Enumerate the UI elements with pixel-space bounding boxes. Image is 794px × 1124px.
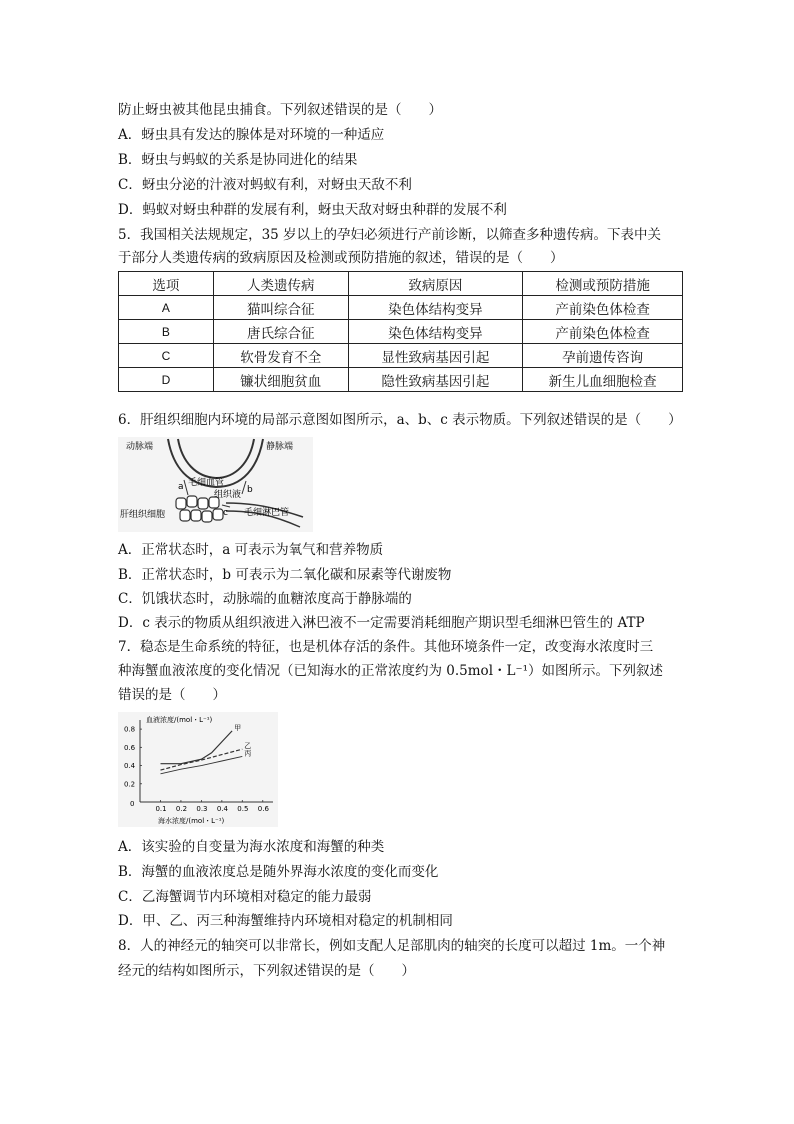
table-header-cell: 选项 bbox=[119, 272, 214, 296]
q7-option-b: B．海蟹的血液浓度总是随外界海水浓度的变化而变化 bbox=[118, 864, 439, 880]
table-row bbox=[119, 344, 683, 368]
q4-option-b: B．蚜虫与蚂蚁的关系是协同进化的结果 bbox=[118, 152, 358, 168]
q4-option-d: D．蚂蚁对蚜虫种群的发展有利，蚜虫天敌对蚜虫种群的发展不利 bbox=[118, 202, 507, 218]
label-vein: 静脉端 bbox=[266, 442, 294, 452]
table-row bbox=[119, 368, 683, 392]
table-cell: 新生儿血细胞检查 bbox=[523, 368, 683, 392]
table-cell: 产前染色体检查 bbox=[523, 320, 683, 344]
series-label: 甲 bbox=[234, 723, 242, 732]
table-cell: 染色体结构变异 bbox=[348, 296, 523, 320]
label-tissue-fluid: 组织液 bbox=[214, 490, 242, 500]
table-header-cell: 人类遗传病 bbox=[213, 272, 348, 296]
table-row bbox=[119, 320, 683, 344]
q8-stem-line1: 8．人的神经元的轴突可以非常长，例如支配人足部肌肉的轴突的长度可以超过 1m。一个神 bbox=[118, 938, 666, 954]
table-cell: 隐性致病基因引起 bbox=[348, 368, 523, 392]
table-cell: 显性致病基因引起 bbox=[348, 344, 523, 368]
q5-stem-line2: 于部分人类遗传病的致病原因及检测或预防措施的叙述，错误的是（ ） bbox=[118, 250, 564, 266]
table-cell: 软骨发育不全 bbox=[213, 344, 348, 368]
q7-stem-line3: 错误的是（ ） bbox=[118, 687, 226, 703]
table-cell: 产前染色体检查 bbox=[523, 296, 683, 320]
table-cell: 猫叫综合征 bbox=[213, 296, 348, 320]
genetic-disease-table bbox=[118, 271, 683, 392]
table-cell: C bbox=[119, 344, 214, 368]
x-tick-label: 0.4 bbox=[216, 805, 228, 813]
table-cell: B bbox=[119, 320, 214, 344]
q5-stem-line1: 5．我国相关法规规定，35 岁以上的孕妇必须进行产前诊断，以筛查多种遗传病。下表中关 bbox=[118, 227, 662, 243]
q7-option-c: C．乙海蟹调节内环境相对稳定的能力最弱 bbox=[118, 889, 372, 905]
label-a: a bbox=[178, 482, 184, 492]
label-c: c bbox=[223, 508, 228, 518]
q7-stem-line2: 种海蟹血液浓度的变化情况（已知海水的正常浓度约为 0.5mol・L⁻¹）如图所示。下列叙述 bbox=[118, 663, 664, 679]
label-artery: 动脉端 bbox=[126, 442, 154, 452]
x-tick-label: 0.2 bbox=[175, 805, 188, 813]
table-cell: D bbox=[119, 368, 214, 392]
label-b: b bbox=[247, 485, 253, 495]
table-header-row bbox=[119, 272, 683, 296]
y-tick-label: 0.8 bbox=[124, 725, 136, 734]
table-row bbox=[119, 296, 683, 320]
q4-option-a: A．蚜虫具有发达的腺体是对环境的一种适应 bbox=[118, 127, 385, 143]
q7-option-a: A．该实验的自变量为海水浓度和海蟹的种类 bbox=[118, 839, 385, 855]
q4-option-c: C．蚜虫分泌的汁液对蚂蚁有利，对蚜虫天敌不利 bbox=[118, 177, 412, 193]
y-axis-label: 血液浓度/(mol・L⁻¹) bbox=[146, 716, 213, 724]
q6-option-b: B．正常状态时，b 可表示为二氧化碳和尿素等代谢废物 bbox=[118, 567, 452, 583]
table-cell: 唐氏综合征 bbox=[213, 320, 348, 344]
table-cell: 孕前遗传咨询 bbox=[523, 344, 683, 368]
y-tick-label: 0.2 bbox=[124, 780, 136, 789]
q7-option-d: D．甲、乙、丙三种海蟹维持内环境相对稳定的机制相同 bbox=[118, 913, 453, 929]
label-liver-cells: 肝组织细胞 bbox=[120, 510, 166, 520]
table-cell: 染色体结构变异 bbox=[348, 320, 523, 344]
x-tick-label: 0.1 bbox=[155, 805, 167, 813]
label-lymph: 毛细淋巴管 bbox=[244, 508, 290, 518]
series-label: 丙 bbox=[244, 749, 252, 758]
x-axis-label: 海水浓度/(mol・L⁻¹) bbox=[158, 817, 225, 825]
table-cell: A bbox=[119, 296, 214, 320]
label-capillary: 毛细血管 bbox=[188, 478, 225, 488]
q7-stem-line1: 7．稳态是生命系统的特征，也是机体存活的条件。其他环境条件一定，改变海水浓度时三 bbox=[118, 639, 654, 655]
y-tick-label: 0.4 bbox=[124, 762, 136, 771]
q6-option-c: C．饥饿状态时，动脉端的血糖浓度高于静脉端的 bbox=[118, 591, 412, 607]
crab-blood-concentration-chart bbox=[118, 712, 278, 827]
table-cell: 镰状细胞贫血 bbox=[213, 368, 348, 392]
q4-stem-end: 防止蚜虫被其他昆虫捕食。下列叙述错误的是（ ） bbox=[118, 102, 442, 118]
table-header-cell: 致病原因 bbox=[348, 272, 523, 296]
x-tick-label: 0.3 bbox=[196, 805, 208, 813]
series-label: 乙 bbox=[244, 742, 252, 751]
q6-stem: 6．肝组织细胞内环境的局部示意图如图所示，a、b、c 表示物质。下列叙述错误的是（ ） bbox=[118, 412, 682, 428]
x-tick-label: 0.6 bbox=[257, 805, 269, 813]
y-tick-label: 0.6 bbox=[124, 743, 136, 752]
q6-option-d: D．c 表示的物质从组织液进入淋巴液不一定需要消耗细胞产期识型毛细淋巴管生的 ATP bbox=[118, 615, 645, 631]
origin-label: 0 bbox=[130, 800, 135, 808]
q8-stem-line2: 经元的结构如图所示，下列叙述错误的是（ ） bbox=[118, 963, 415, 979]
q6-option-a: A．正常状态时，a 可表示为氧气和营养物质 bbox=[118, 542, 384, 558]
table-header-cell: 检测或预防措施 bbox=[523, 272, 683, 296]
x-tick-label: 0.5 bbox=[237, 805, 249, 813]
liver-tissue-diagram bbox=[118, 437, 313, 532]
